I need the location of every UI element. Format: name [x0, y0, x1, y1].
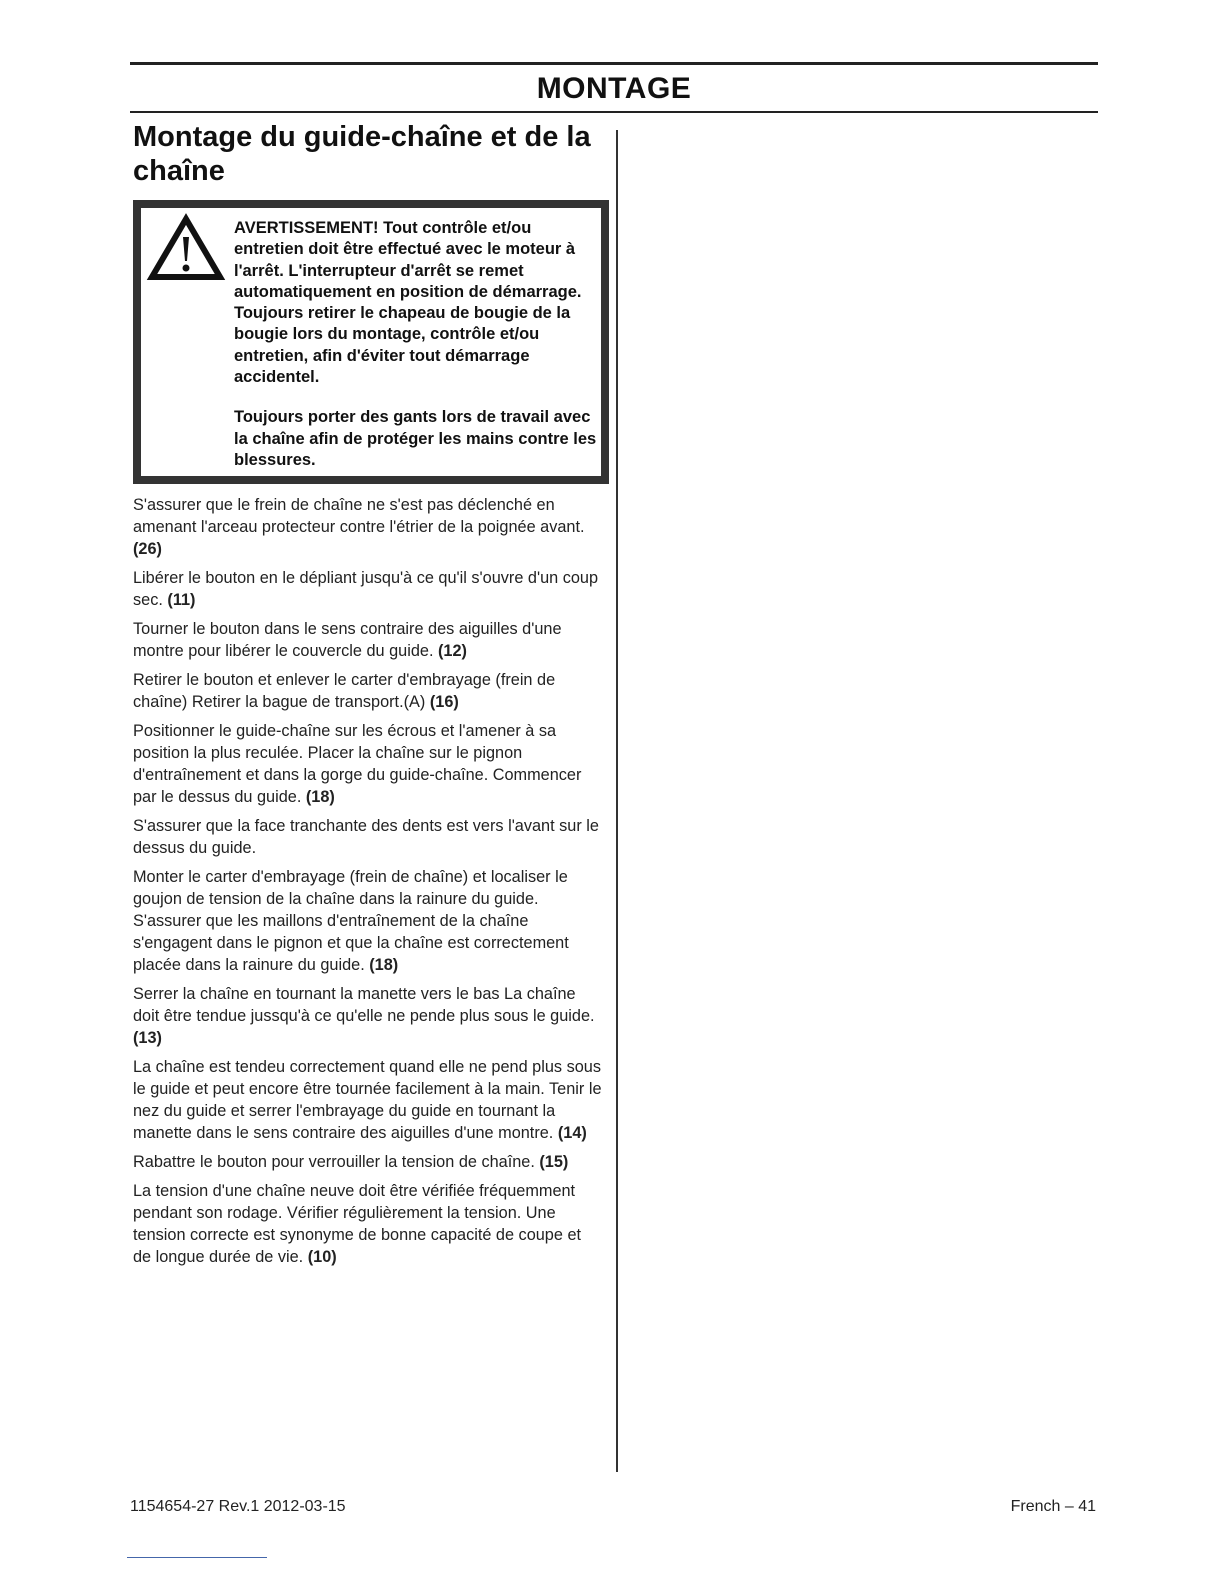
instructions: [133, 494, 603, 1275]
warning-paragraph: Toujours porter des gants lors de travail avec la chaîne afin de protéger les mains contre les blessures.: [234, 408, 597, 469]
figure-reference: (14): [557, 1124, 587, 1142]
instruction-text: Rabattre le bouton pour verrouiller la tension de chaîne.: [133, 1153, 535, 1171]
instruction-text: S'assurer que la face tranchante des dents est vers l'avant sur le dessus du guide.: [133, 817, 599, 857]
instruction-paragraph: [133, 494, 603, 560]
figure-reference: (15): [539, 1153, 569, 1171]
warning-text: [234, 218, 604, 490]
instruction-paragraph: [133, 815, 603, 859]
instruction-text: S'assurer que le frein de chaîne ne s'est pas déclenché en amenant l'arceau protecteur contre l'étrier de la poignée avant.: [133, 496, 585, 536]
figure-reference: (12): [438, 642, 467, 660]
instruction-paragraph: [133, 720, 603, 808]
column-divider: [616, 130, 618, 1472]
warning-box: [133, 200, 609, 484]
instruction-text: La chaîne est tendeu correctement quand elle ne pend plus sous le guide et peut encore être tournée facilement à la main. Tenir le nez du guide et serrer l'embrayage du guide en tournant la manette dans le sens contraire des aiguilles d'une montre.: [133, 1058, 602, 1142]
figure-reference: (18): [305, 788, 335, 806]
instruction-paragraph: [133, 1151, 603, 1173]
instruction-paragraph: [133, 669, 603, 713]
instruction-paragraph: [133, 567, 603, 611]
instruction-paragraph: [133, 866, 603, 976]
figure-reference: (26): [133, 540, 162, 558]
instruction-text: Positionner le guide-chaîne sur les écrous et l'amener à sa position la plus reculée. Placer la chaîne sur le pignon d'entraînement et dans la gorge du guide-chaîne. Commencer par le dessus du guide.: [133, 722, 582, 806]
page-title: Montage du guide-chaîne et de la chaîne: [133, 121, 591, 187]
page-number: French – 41: [1010, 1498, 1096, 1515]
instruction-text: Tourner le bouton dans le sens contraire des aiguilles d'une montre pour libérer le couvercle du guide.: [133, 620, 562, 660]
instruction-text: Monter le carter d'embrayage (frein de chaîne) et localiser le goujon de tension de la chaîne dans la rainure du guide. S'assurer que les maillons d'entraînement de la chaîne s'engagent dans le pignon et que la chaîne est correctement placée dans la rainure du guide.: [133, 868, 569, 974]
warning-paragraph: AVERTISSEMENT! Tout contrôle et/ou entretien doit être effectué avec le moteur à l'arrêt. L'interrupteur d'arrêt se remet automatiquement en position de démarrage. Toujours retirer le chapeau de bougie de la bougie lors du montage, contrôle et/ou entretien, afin d'éviter tout démarrage accidentel.: [234, 219, 582, 387]
instruction-text: Retirer le bouton et enlever le carter d'embrayage (frein de chaîne) Retirer la bague de transport.(A): [133, 671, 556, 711]
document-id: 1154654-27 Rev.1 2012-03-15: [130, 1498, 346, 1515]
header-rule-top: [130, 62, 1098, 65]
section-header: MONTAGE: [536, 72, 692, 105]
figure-reference: (18): [369, 956, 399, 974]
instruction-text: Libérer le bouton en le dépliant jusqu'à ce qu'il s'ouvre d'un coup sec.: [133, 569, 599, 609]
instruction-paragraph: [133, 1056, 603, 1144]
figure-reference: (16): [429, 693, 459, 711]
figure-reference: (10): [307, 1248, 337, 1266]
figure-reference: (11): [167, 591, 196, 609]
instruction-paragraph: [133, 618, 603, 662]
figure-reference: (13): [133, 1029, 162, 1047]
instruction-text: La tension d'une chaîne neuve doit être vérifiée fréquemment pendant son rodage. Vérifier régulièrement la tension. Une tension correcte est synonyme de bonne capacité de coupe et de longue durée de vie.: [133, 1182, 582, 1266]
instruction-paragraph: [133, 1180, 603, 1268]
instruction-text: Serrer la chaîne en tournant la manette vers le bas La chaîne doit être tendue jussqu'à ce qu'elle ne pende plus sous le guide.: [133, 985, 595, 1025]
footer-underline: [127, 1557, 267, 1558]
warning-triangle-icon: [146, 213, 226, 283]
header-rule-bottom: [130, 111, 1098, 113]
instruction-paragraph: [133, 983, 603, 1049]
